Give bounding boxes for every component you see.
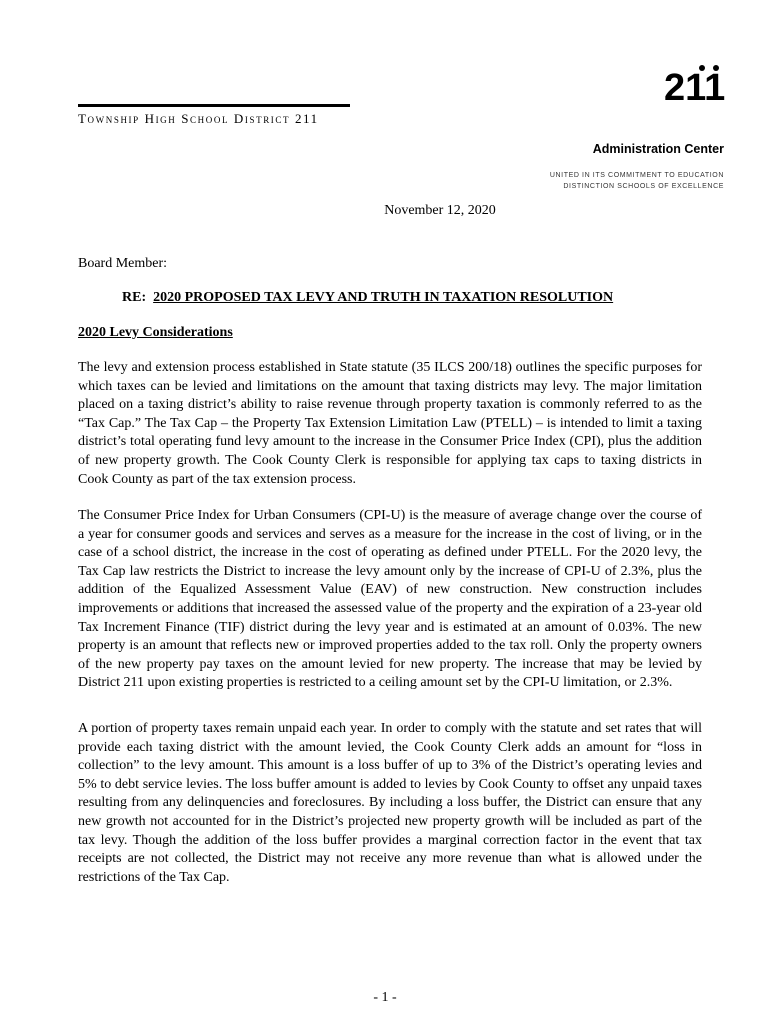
re-prefix: RE: <box>122 290 147 305</box>
greeting: Board Member: <box>78 256 168 271</box>
header-rule <box>78 104 350 107</box>
letter-date: November 12, 2020 <box>384 203 496 218</box>
paragraph-2: The Consumer Price Index for Urban Consumers (CPI-U) is the measure of average change over the course of a year for consumer goods and services and serves as a measure for the increase in the cost of living, or in the case of a school district, the increase in the cost of operating as defined under PTELL. For the 2020 levy, the Tax Cap law restricts the District to increase the levy amount only by the increase of CPI-U of 2.3%, plus the addition of the Equalized Assessment Value (EAV) of new construction. New construction includes improvements or additions that increased the assessed value of the property and the expiration of a 23-year old Tax Increment Finance (TIF) district during the levy year and is estimated at an amount of 0.03%. The new property is an amount that reflects new or improved properties added to the tax roll. Only the property owners of the new property pay taxes on the amount levied for new property. The increase that may be levied by District 211 upon existing properties is restricted to a ceiling amount set by the CPI-U limitation, or 2.3%. <box>78 508 702 691</box>
tagline <box>550 170 724 192</box>
tagline-line-2: DISTINCTION SCHOOLS OF EXCELLENCE <box>563 183 724 190</box>
paragraph-3: A portion of property taxes remain unpaid each year. In order to comply with the statute and set rates that will provide each taxing district with the amount levied, the Cook County Clerk adds an amount for “loss in collection” to the levy amount. This amount is a loss buffer of up to 3% of the District’s operating levies and 5% to debt service levies. The loss buffer amount is added to levies by Cook County to offset any unpaid taxes resulting from any delinquencies and foreclosures. By including a loss buffer, the District can ensure that any new growth not accounted for in the District’s projected new property growth will be included as part of the tax levy. Though the addition of the loss buffer provides a marginal correction factor in the event that tax receipts are not collected, the District may not receive any more revenue than what is allowed under the restrictions of the Tax Cap. <box>78 721 702 885</box>
district-211-logo <box>664 62 726 102</box>
logo-text: 211 <box>664 67 726 102</box>
district-name: Township High School District 211 <box>78 111 319 126</box>
admin-center-label: Administration Center <box>592 142 724 156</box>
re-title: 2020 PROPOSED TAX LEVY AND TRUTH IN TAXATION RESOLUTION <box>153 290 614 305</box>
page-number: - 1 - <box>373 990 397 1005</box>
section-heading: 2020 Levy Considerations <box>78 325 233 340</box>
paragraph-1: The levy and extension process established in State statute (35 ILCS 200/18) outlines the specific purposes for which taxes can be levied and limitations on the amount that taxing districts may levy. The major limitation placed on a taxing district’s ability to raise revenue through property taxation is commonly referred to as the “Tax Cap.” The Tax Cap – the Property Tax Extension Limitation Law (PTELL) – is intended to limit a taxing district’s total operating fund levy amount to the increase in the Consumer Price Index (CPI), plus the addition of new property growth. The Cook County Clerk is responsible for applying tax caps to taxing districts in Cook County as part of the tax extension process. <box>78 360 702 487</box>
re-line <box>122 290 613 306</box>
tagline-line-1: UNITED IN ITS COMMITMENT TO EDUCATION <box>549 172 724 179</box>
